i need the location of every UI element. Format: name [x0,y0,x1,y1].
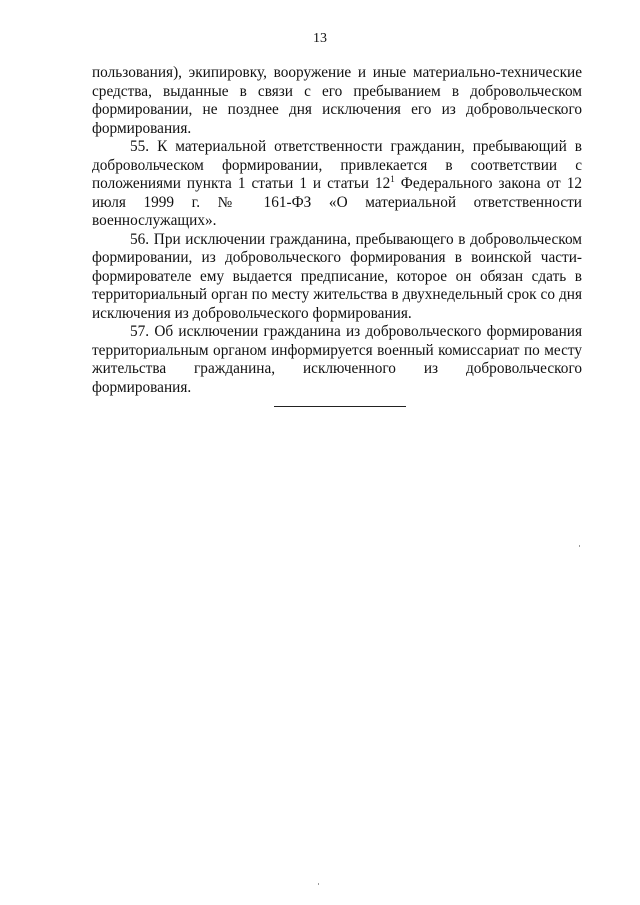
paragraph-55-text-before-sup: 55. К материальной ответственности гражданин, пребывающий в добровольческом формировании, привлекается в соответствии с положениями пункта 1 статьи 1 и статьи 12 [92,138,582,192]
end-separator-line [274,406,406,407]
paragraph-55 [92,138,582,231]
paragraph-continuation: пользования), экипировку, вооружение и иные материально-технические средства, выданные в связи с его пребыванием в добровольческом формировании, не позднее дня исключения его из добровольческого формирования. [92,64,582,137]
paragraph-55-text-after-sup: Федерального закона от 12 июля 1999 г. № 161-ФЗ «О материальной ответственности военнослужащих». [92,175,582,229]
scan-artifact [318,883,319,885]
scan-artifact [579,545,580,547]
document-body [92,64,582,397]
paragraph-57: 57. Об исключении гражданина из добровольческого формирования территориальным органом информируется военный комиссариат по месту жительства гражданина, исключенного из добровольческого формирования. [92,323,582,396]
paragraph-56: 56. При исключении гражданина, пребывающего в добровольческом формировании, из добровольческого формирования в воинской части-формирователе ему выдается предписание, которое он обязан сдать в территориальный орган по месту жительства в двухнедельный срок со дня исключения из добровольческого формирования. [92,230,582,322]
page-number: 13 [313,31,327,46]
paragraph-55-superscript: 1 [390,173,395,184]
